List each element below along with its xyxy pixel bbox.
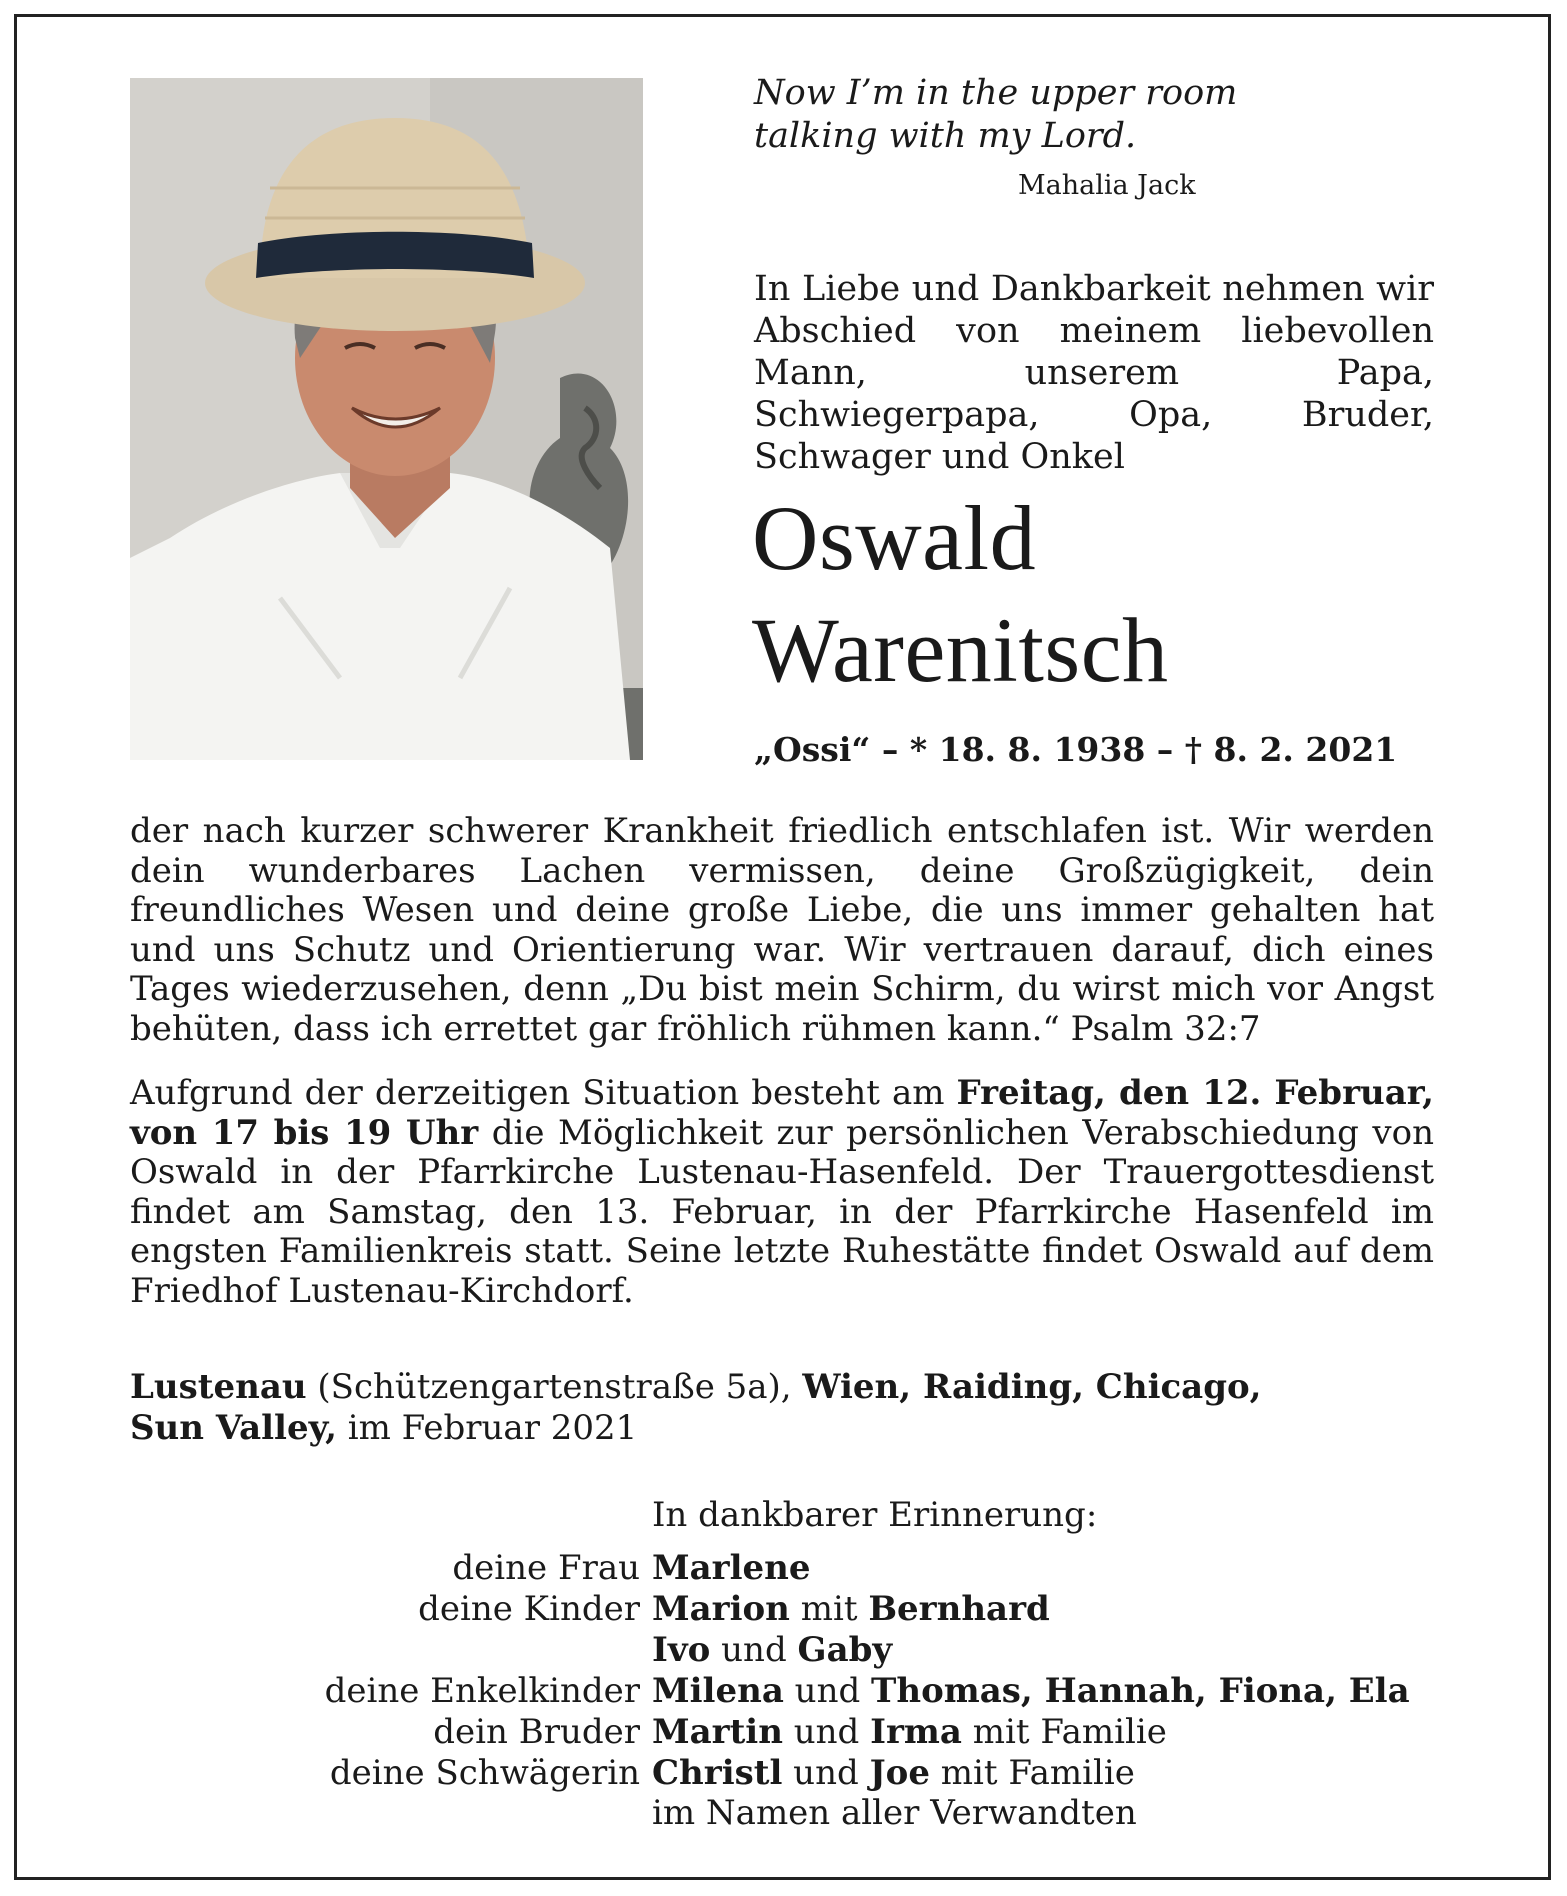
farewell-date: Freitag, den 12. Februar, von 17 bis 19 Uhr bbox=[130, 1073, 1435, 1153]
portrait-photo bbox=[130, 78, 643, 760]
family-relation: deine Frau bbox=[452, 1548, 640, 1588]
family-row bbox=[120, 1548, 1410, 1589]
family-names bbox=[652, 1753, 1135, 1794]
quote bbox=[754, 72, 1254, 158]
family-member-name: Irma bbox=[870, 1712, 962, 1752]
family-member-name: Bernhard bbox=[868, 1589, 1050, 1629]
family-relation bbox=[120, 1630, 652, 1671]
quote-author: Mahalia Jack bbox=[1018, 170, 1196, 201]
place-cities: Wien, Raiding, Chicago, bbox=[802, 1367, 1262, 1407]
place-address: (Schützengartenstraße 5a), bbox=[317, 1367, 792, 1407]
life-dates: „Ossi“ – * 18. 8. 1938 – † 8. 2. 2021 bbox=[754, 730, 1398, 769]
deceased-name bbox=[752, 482, 1169, 706]
family-row bbox=[120, 1671, 1410, 1712]
family-member-name: Ivo bbox=[652, 1630, 711, 1670]
family-row bbox=[120, 1712, 1410, 1753]
paragraph-1: der nach kurzer schwerer Krankheit friedlich entschlafen ist. Wir werden dein wunderbares Lachen vermissen, deine Großzügigkeit, dein freundliches Wesen und deine große Liebe, die uns immer gehalten hat und uns Schutz und Orientierung war. Wir vertrauen darauf, dich eines Tages wiederzusehen, denn „Du bist mein Schirm, du wirst mich vor Angst behüten, dass ich errettet gar fröhlich rühmen kann.“ Psalm 32:7 bbox=[130, 811, 1434, 1049]
family-connector: und bbox=[783, 1671, 872, 1711]
thanks-heading: In dankbarer Erinnerung: bbox=[652, 1495, 1098, 1535]
family-member-name: Gaby bbox=[797, 1630, 893, 1670]
family-row bbox=[120, 1753, 1410, 1794]
family-connector: mit Familie bbox=[961, 1712, 1167, 1752]
family-names bbox=[652, 1548, 810, 1589]
quote-line-1: Now I’m in the upper room bbox=[754, 73, 1238, 113]
last-name: Warenitsch bbox=[752, 599, 1169, 701]
family-member-name: Christl bbox=[652, 1753, 783, 1793]
place-city: Lustenau bbox=[130, 1367, 307, 1407]
place-and-date bbox=[130, 1367, 1262, 1449]
family-relation: deine Kinder bbox=[418, 1589, 640, 1629]
place-city-2: Sun Valley, bbox=[130, 1408, 337, 1448]
family-member-name: Martin bbox=[652, 1712, 783, 1752]
family-member-name: Thomas, Hannah, Fiona, Ela bbox=[871, 1671, 1410, 1711]
family-list bbox=[120, 1548, 1410, 1794]
family-member-name: Marion bbox=[652, 1589, 790, 1629]
closing-line: im Namen aller Verwandten bbox=[652, 1793, 1137, 1833]
family-member-name: Marlene bbox=[652, 1548, 811, 1588]
family-row bbox=[120, 1589, 1410, 1630]
family-connector: mit Familie bbox=[929, 1753, 1135, 1793]
quote-line-2: talking with my Lord. bbox=[754, 116, 1137, 156]
family-names bbox=[652, 1630, 892, 1671]
family-names bbox=[652, 1712, 1167, 1753]
family-connector: mit bbox=[789, 1589, 869, 1629]
portrait-illustration bbox=[130, 78, 643, 760]
family-row bbox=[120, 1630, 1410, 1671]
paragraph-2 bbox=[130, 1074, 1434, 1311]
family-relation: deine Enkelkinder bbox=[324, 1671, 640, 1711]
family-connector: und bbox=[782, 1712, 871, 1752]
family-connector: und bbox=[782, 1753, 870, 1793]
family-relation: deine Schwägerin bbox=[329, 1753, 640, 1793]
family-member-name: Joe bbox=[869, 1753, 930, 1793]
family-connector: und bbox=[710, 1630, 798, 1670]
paragraph-2-pre: Aufgrund der derzeitigen Situation besteht am bbox=[130, 1073, 945, 1113]
paragraph-2-post: die Möglichkeit zur persönlichen Verabschiedung von Oswald in der Pfarrkirche Lustenau-Hasenfeld. Der Trauergottesdienst findet am Samstag, den 13. Februar, in der Pfarrkirche Hasenfeld im engsten Familienkreis statt. Seine letzte Ruhestätte findet Oswald auf dem Friedhof Lustenau-Kirchdorf. bbox=[130, 1112, 1435, 1311]
family-member-name: Milena bbox=[652, 1671, 784, 1711]
family-names bbox=[652, 1589, 1050, 1630]
family-names bbox=[652, 1671, 1410, 1712]
family-relation: dein Bruder bbox=[433, 1712, 640, 1752]
intro-text: In Liebe und Dankbarkeit nehmen wir Abschied von meinem liebevollen Mann, unserem Papa, Schwiegerpapa, Opa, Bruder, Schwager und Onkel bbox=[754, 269, 1434, 477]
place-date: im Februar 2021 bbox=[347, 1408, 638, 1448]
first-name: Oswald bbox=[752, 487, 1037, 589]
